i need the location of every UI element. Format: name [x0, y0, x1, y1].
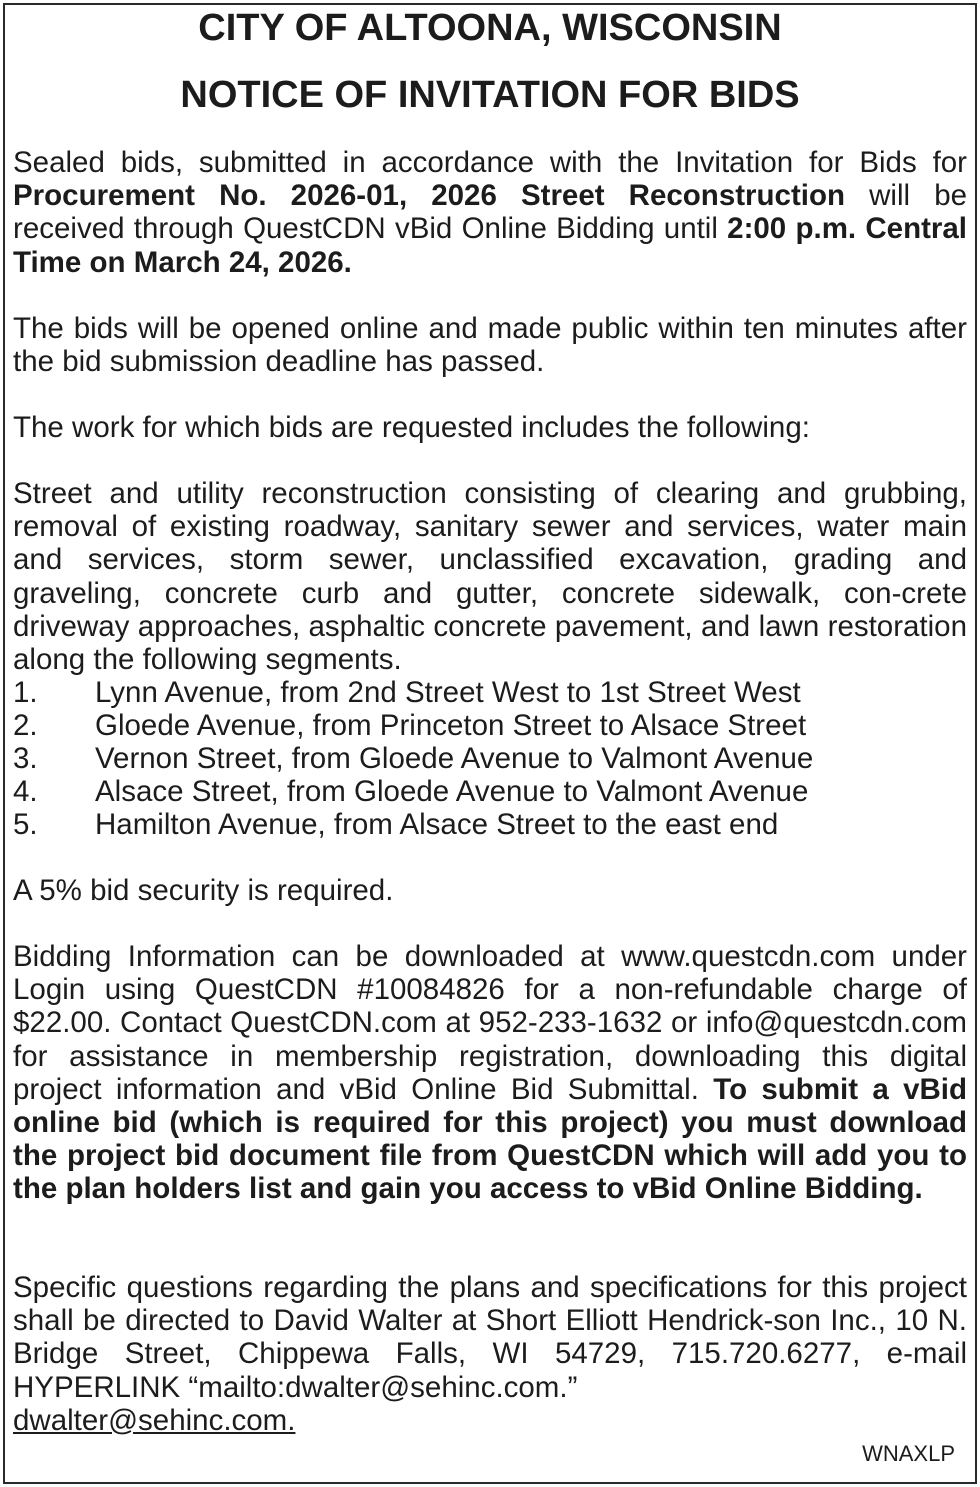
paragraph-bid-security: A 5% bid security is required.	[13, 874, 394, 907]
contact-email-link[interactable]: dwalter@sehinc.com.	[13, 1403, 296, 1437]
paragraph-work-intro: The work for which bids are requested includes the following:	[13, 411, 810, 444]
segment-list-item	[13, 742, 967, 775]
segment-number: 4.	[13, 775, 38, 808]
paragraph-bidding-information	[13, 940, 967, 1206]
segment-list-item	[13, 709, 967, 742]
notice-title: NOTICE OF INVITATION FOR BIDS	[180, 74, 800, 116]
segment-text: Vernon Street, from Gloede Avenue to Valmont Avenue	[95, 742, 814, 775]
segment-text: Hamilton Avenue, from Alsace Street to the east end	[95, 808, 779, 841]
procurement-number: Procurement No. 2026-01, 2026 Street Reconstruction	[13, 179, 846, 213]
city-title: CITY OF ALTOONA, WISCONSIN	[198, 7, 782, 49]
bid-deadline: 2:00 p.m. Central Time on March 24, 2026.	[13, 212, 968, 279]
segment-text: Gloede Avenue, from Princeton Street to Alsace Street	[95, 709, 807, 742]
paragraph-sealed-bids	[13, 146, 967, 279]
paragraph-questions-contact	[13, 1271, 967, 1437]
paragraph-bid-opening: The bids will be opened online and made public within ten minutes after the bid submission deadline has passed.	[13, 312, 967, 379]
segment-number: 5.	[13, 808, 38, 841]
segment-number: 1.	[13, 676, 38, 709]
bidding-info-text: Bidding Information can be downloaded at www.questcdn.com under Login using QuestCDN #10084826 for a non-refundable charge of $22.00. Contact QuestCDN.com at 952-233-1632 or info@questcdn.com for assistance in membership registration, downloading this digital project information and vBid Online Bid Submittal.	[13, 940, 967, 1106]
segment-list-item	[13, 775, 967, 808]
vbid-requirement: To submit a vBid online bid (which is required for this project) you must download the project bid document file from QuestCDN which will add you to the plan holders list and gain you access to vBid Online Bidding.	[13, 1072, 968, 1206]
sealed-bids-middle: will be received through QuestCDN vBid Online Bidding until	[13, 179, 968, 246]
segment-list-item	[13, 676, 967, 709]
publication-code: WNAXLP	[862, 1441, 955, 1466]
segment-number: 2.	[13, 709, 38, 742]
segment-text: Alsace Street, from Gloede Avenue to Valmont Avenue	[95, 775, 809, 808]
segment-list-item	[13, 808, 967, 841]
contact-text: Specific questions regarding the plans and specifications for this project shall be directed to David Walter at Short Elliott Hendrick-son Inc., 10 N. Bridge Street, Chippewa Falls, WI 54729, 715.720.6277, e-mail HYPERLINK “mailto:dwalter@sehinc.com.”	[13, 1271, 967, 1404]
paragraph-work-description: Street and utility reconstruction consisting of clearing and grubbing, removal of existing roadway, sanitary sewer and services, water main and services, storm sewer, unclassified excavation, grading and graveling, concrete curb and gutter, concrete sidewalk, con-crete driveway approaches, asphaltic concrete pavement, and lawn restoration along the following segments.	[13, 477, 967, 677]
segment-number: 3.	[13, 742, 38, 775]
sealed-bids-intro: Sealed bids, submitted in accordance with the Invitation for Bids for	[13, 146, 967, 179]
segment-text: Lynn Avenue, from 2nd Street West to 1st Street West	[95, 676, 801, 709]
